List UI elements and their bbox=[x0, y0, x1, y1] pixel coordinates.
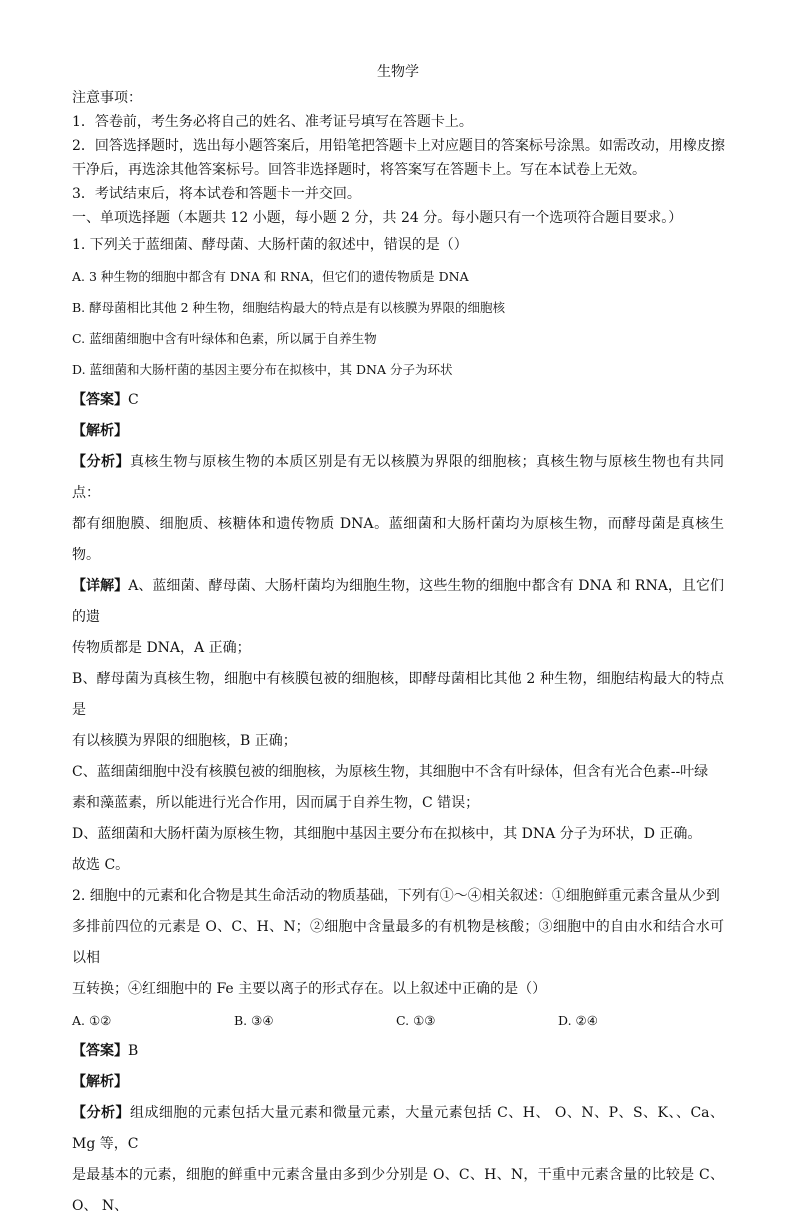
question-2-fenxi-line-1 bbox=[72, 1098, 724, 1160]
answer-tag: 【答案】 bbox=[72, 392, 128, 408]
analysis-tag: 【解析】 bbox=[72, 423, 128, 439]
question-2-options bbox=[72, 1005, 724, 1036]
note-item-3: 3．考试结束后，将本试卷和答题卡一并交回。 bbox=[72, 186, 361, 202]
question-1-option-a: A. 3 种生物的细胞中都含有 DNA 和 RNA，但它们的遗传物质是 DNA bbox=[72, 269, 469, 284]
xiangjie-tag: 【详解】 bbox=[72, 578, 129, 594]
question-1-analysis-heading bbox=[72, 416, 724, 447]
question-1-xiangjie-line-2: 传物质都是 DNA，A 正确； bbox=[72, 640, 251, 656]
question-1-answer bbox=[72, 385, 724, 416]
question-1-fenxi-line-2: 都有细胞膜、细胞质、核糖体和遗传物质 DNA。蓝细菌和大肠杆菌均为原核生物，而酵母菌是真核生物。 bbox=[72, 516, 724, 563]
analysis-tag: 【解析】 bbox=[72, 1074, 128, 1090]
question-2-answer bbox=[72, 1036, 724, 1067]
question-2-option-d: D. ②④ bbox=[558, 1013, 598, 1028]
fenxi-tag: 【分析】 bbox=[72, 454, 130, 470]
question-1-xiangjie-line-3: B、酵母菌为真核生物，细胞中有核膜包被的细胞核，即酵母菌相比其他 2 种生物，细胞结构最大的特点是 bbox=[72, 671, 724, 718]
question-2-stem-line-2: 多排前四位的元素是 O、C、H、N；②细胞中含量最多的有机物是核酸；③细胞中的自由水和结合水可以相 bbox=[72, 919, 724, 966]
question-1-xiangjie-line-5: C、蓝细菌细胞中没有核膜包被的细胞核，为原核生物，其细胞中不含有叶绿体，但含有光合色素--叶绿 bbox=[72, 764, 709, 780]
document-page bbox=[72, 62, 724, 1222]
section-heading: 一、单项选择题（本题共 12 小题，每小题 2 分，共 24 分。每小题只有一个选项符合题目要求。） bbox=[72, 210, 683, 226]
question-1-conclusion: 故选 C。 bbox=[72, 857, 130, 873]
notes-heading: 注意事项： bbox=[72, 90, 142, 106]
question-1-option-b: B. 酵母菌相比其他 2 种生物，细胞结构最大的特点是有以核膜为界限的细胞核 bbox=[72, 300, 506, 315]
question-1-xiangjie-line-4: 有以核膜为界限的细胞核，B 正确； bbox=[72, 733, 297, 749]
question-2-stem-line-3: 互转换；④红细胞中的 Fe 主要以离子的形式存在。以上叙述中正确的是（） bbox=[72, 981, 547, 997]
fenxi-text: 组成细胞的元素包括大量元素和微量元素，大量元素包括 C、H、 O、N、P、S、K、、Ca、Mg 等，C bbox=[72, 1105, 724, 1152]
question-1-xiangjie-line-1 bbox=[72, 571, 724, 633]
question-1-stem: 1. 下列关于蓝细菌、酵母菌、大肠杆菌的叙述中，错误的是（） bbox=[72, 237, 468, 253]
question-2-option-a: A. ①② bbox=[72, 1013, 112, 1028]
question-2-option-c: C. ①③ bbox=[396, 1013, 436, 1028]
answer-value: C bbox=[128, 392, 139, 408]
question-2-fenxi-line-2: 是最基本的元素，细胞的鲜重中元素含量由多到少分别是 O、C、H、N，干重中元素含量的比较是 C、O、 N、 bbox=[72, 1167, 724, 1214]
answer-tag: 【答案】 bbox=[72, 1043, 128, 1059]
question-1-option-d: D. 蓝细菌和大肠杆菌的基因主要分布在拟核中，其 DNA 分子为环状 bbox=[72, 362, 453, 377]
question-2-analysis-heading bbox=[72, 1067, 724, 1098]
question-2-option-b: B. ③④ bbox=[234, 1013, 274, 1028]
note-item-2: 2．回答选择题时，选出每小题答案后，用铅笔把答题卡上对应题目的答案标号涂黑。如需改动，用橡皮擦 bbox=[72, 138, 725, 154]
note-item-1: 1．答卷前，考生务必将自己的姓名、准考证号填写在答题卡上。 bbox=[72, 114, 473, 130]
document-title: 生物学 bbox=[377, 64, 419, 80]
question-1-xiangjie-line-7: D、蓝细菌和大肠杆菌为原核生物，其细胞中基因主要分布在拟核中，其 DNA 分子为环状，D 正确。 bbox=[72, 826, 702, 842]
question-1-fenxi-line-1 bbox=[72, 447, 724, 509]
fenxi-text: 真核生物与原核生物的本质区别是有无以核膜为界限的细胞核；真核生物与原核生物也有共同点： bbox=[72, 454, 724, 501]
xiangjie-text: A、蓝细菌、酵母菌、大肠杆菌均为细胞生物，这些生物的细胞中都含有 DNA 和 RNA，且它们的遗 bbox=[72, 578, 724, 625]
answer-value: B bbox=[128, 1043, 139, 1059]
question-1-xiangjie-line-6: 素和藻蓝素，所以能进行光合作用，因而属于自养生物，C 错误； bbox=[72, 795, 480, 811]
question-1-option-c: C. 蓝细菌细胞中含有叶绿体和色素，所以属于自养生物 bbox=[72, 331, 377, 346]
note-item-2-cont: 干净后，再选涂其他答案标号。回答非选择题时，将答案写在答题卡上。写在本试卷上无效。 bbox=[72, 162, 646, 178]
fenxi-tag: 【分析】 bbox=[72, 1105, 130, 1121]
question-2-stem-line-1: 2. 细胞中的元素和化合物是其生命活动的物质基础，下列有①～④相关叙述：①细胞鲜重元素含量从少到 bbox=[72, 888, 720, 904]
